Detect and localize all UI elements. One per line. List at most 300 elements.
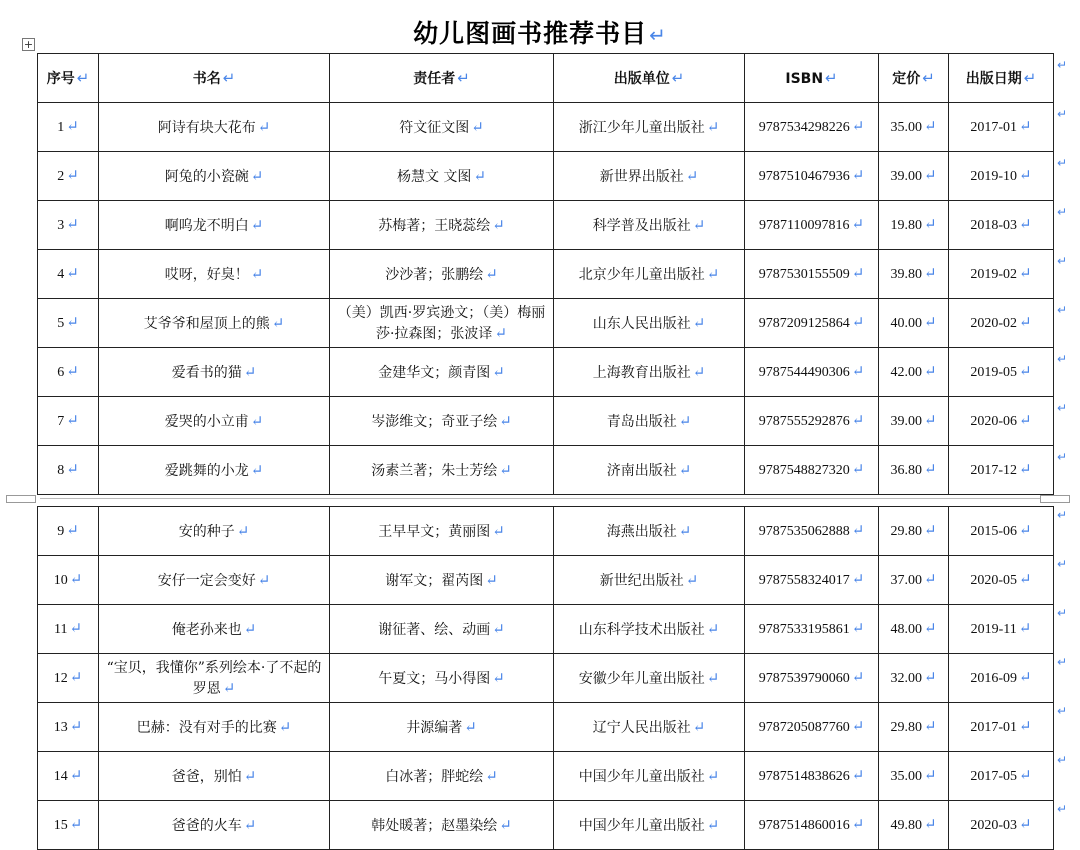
row-end-mark-icon: ↵ (1057, 753, 1068, 767)
row-end-mark-icon: ↵ (1057, 156, 1068, 170)
cell-text: 王早早文；黄丽图 (378, 523, 491, 540)
cell-price (879, 556, 949, 605)
table-row (38, 250, 1054, 299)
cell-publisher (554, 752, 745, 801)
paragraph-mark-icon: ↵ (649, 23, 667, 47)
cell-index (38, 201, 99, 250)
paragraph-mark-icon: ↵ (851, 167, 865, 184)
paragraph-mark-icon: ↵ (250, 166, 264, 185)
table-row (38, 152, 1054, 201)
paragraph-mark-icon: ↵ (66, 412, 79, 429)
paragraph-mark-icon: ↵ (485, 766, 498, 785)
cell-text: 3 (57, 217, 65, 233)
cell-text: 爸爸，别怕 (171, 768, 242, 785)
cell-text: 山东人民出版社 (592, 315, 691, 332)
cell-index (38, 103, 99, 152)
column-header-author (330, 54, 554, 103)
cell-text: 39.00 (890, 168, 922, 184)
cell-index (38, 654, 99, 703)
paragraph-mark-icon: ↵ (257, 117, 271, 136)
cell-text: 阿兔的小瓷碗 (164, 168, 249, 185)
cell-text: 杨慧文 文图 (396, 168, 472, 185)
row-end-mark-icon: ↵ (1057, 655, 1068, 669)
paragraph-mark-icon: ↵ (923, 816, 937, 833)
page-break-line (40, 498, 1040, 499)
paragraph-mark-icon: ↵ (76, 68, 90, 87)
cell-text: 9787110097816 (758, 217, 850, 233)
cell-price (879, 201, 949, 250)
cell-author (330, 250, 554, 299)
cell-publisher (554, 299, 745, 348)
paragraph-mark-icon: ↵ (923, 767, 937, 784)
paragraph-mark-icon: ↵ (851, 816, 865, 833)
paragraph-mark-icon: ↵ (66, 265, 79, 282)
cell-publisher (554, 250, 745, 299)
cell-index (38, 605, 99, 654)
cell-date (949, 299, 1054, 348)
cell-price (879, 654, 949, 703)
cell-publisher (554, 556, 745, 605)
cell-text: 科学普及出版社 (592, 217, 691, 234)
cell-isbn (745, 152, 879, 201)
cell-publisher (554, 703, 745, 752)
cell-index (38, 299, 99, 348)
page-break-left-cap (6, 495, 36, 503)
paragraph-mark-icon: ↵ (1019, 522, 1032, 539)
cell-isbn (745, 654, 879, 703)
cell-isbn (745, 250, 879, 299)
cell-isbn (745, 299, 879, 348)
cell-text: 9787205087760 (758, 719, 850, 735)
cell-text: 岑澎维文；奇亚子绘 (371, 413, 498, 430)
cell-author (330, 801, 554, 850)
cell-title (99, 507, 330, 556)
cell-price (879, 752, 949, 801)
cell-index (38, 752, 99, 801)
paragraph-mark-icon: ↵ (706, 766, 720, 785)
cell-text: 爱跳舞的小龙 (164, 462, 249, 479)
cell-price (879, 103, 949, 152)
cell-title (99, 397, 330, 446)
paragraph-mark-icon: ↵ (250, 460, 264, 479)
cell-isbn (745, 397, 879, 446)
paragraph-mark-icon: ↵ (66, 461, 79, 478)
paragraph-mark-icon: ↵ (243, 362, 257, 381)
paragraph-mark-icon: ↵ (923, 669, 937, 686)
paragraph-mark-icon: ↵ (271, 313, 285, 332)
paragraph-mark-icon: ↵ (923, 118, 937, 135)
paragraph-mark-icon: ↵ (923, 571, 937, 588)
cell-text: 7 (57, 413, 65, 429)
cell-text: 午夏文；马小得图 (378, 670, 491, 687)
cell-date (949, 605, 1054, 654)
paragraph-mark-icon: ↵ (851, 767, 865, 784)
cell-isbn (745, 201, 879, 250)
cell-text: 13 (53, 719, 68, 735)
cell-price (879, 446, 949, 495)
cell-text: 9787530155509 (758, 266, 850, 282)
paragraph-mark-icon: ↵ (678, 460, 692, 479)
cell-date (949, 556, 1054, 605)
cell-author (330, 703, 554, 752)
row-end-mark-icon: ↵ (1057, 205, 1068, 219)
cell-text: 42.00 (890, 364, 922, 380)
table-row (38, 801, 1054, 850)
cell-title (99, 250, 330, 299)
cell-text: 辽宁人民出版社 (592, 719, 691, 736)
cell-text: 35.00 (890, 119, 922, 135)
cell-author (330, 103, 554, 152)
column-header-label: ISBN (785, 70, 824, 87)
row-end-mark-icon: ↵ (1057, 254, 1068, 268)
column-header-publisher (554, 54, 745, 103)
cell-text: 2017-05 (970, 768, 1018, 784)
cell-publisher (554, 201, 745, 250)
cell-text: 苏梅著；王晓蕊绘 (378, 217, 491, 234)
cell-isbn (745, 556, 879, 605)
cell-text: 2019-10 (970, 168, 1018, 184)
paragraph-mark-icon: ↵ (851, 571, 865, 588)
cell-publisher (554, 103, 745, 152)
column-header-index (38, 54, 99, 103)
column-header-label: 出版日期 (965, 70, 1022, 87)
paragraph-mark-icon: ↵ (1019, 363, 1032, 380)
cell-text: 9787535062888 (758, 523, 850, 539)
cell-publisher (554, 152, 745, 201)
cell-title (99, 446, 330, 495)
paragraph-mark-icon: ↵ (923, 522, 937, 539)
cell-text: 青岛出版社 (606, 413, 677, 430)
table-row (38, 507, 1054, 556)
paragraph-mark-icon: ↵ (1019, 669, 1032, 686)
cell-text: 井源编著 (406, 719, 463, 736)
cell-isbn (745, 605, 879, 654)
cell-text: 40.00 (890, 315, 922, 331)
row-end-mark-icon: ↵ (1057, 58, 1068, 72)
paragraph-mark-icon: ↵ (1019, 216, 1032, 233)
paragraph-mark-icon: ↵ (69, 620, 83, 637)
paragraph-mark-icon: ↵ (685, 570, 699, 589)
paragraph-mark-icon: ↵ (851, 718, 865, 735)
column-header-label: 责任者 (413, 70, 456, 87)
paragraph-mark-icon: ↵ (851, 412, 865, 429)
row-end-mark-icon: ↵ (1057, 704, 1068, 718)
cell-publisher (554, 348, 745, 397)
paragraph-mark-icon: ↵ (499, 460, 512, 479)
cell-text: 49.80 (890, 817, 922, 833)
cell-text: 12 (53, 670, 68, 686)
cell-text: 9787558324017 (758, 572, 850, 588)
cell-text: 1 (57, 119, 65, 135)
column-header-title (99, 54, 330, 103)
cell-text: 山东科学技术出版社 (578, 621, 705, 638)
cell-text: 39.00 (890, 413, 922, 429)
cell-text: 新世界出版社 (599, 168, 684, 185)
cell-price (879, 605, 949, 654)
cell-text: 36.80 (890, 462, 922, 478)
page-break-right-cap (1040, 495, 1070, 503)
cell-text: 2020-03 (970, 817, 1018, 833)
table-row (38, 556, 1054, 605)
cell-date (949, 446, 1054, 495)
paragraph-mark-icon: ↵ (923, 167, 937, 184)
cell-title (99, 654, 330, 703)
paragraph-mark-icon: ↵ (69, 718, 83, 735)
cell-date (949, 250, 1054, 299)
cell-text: 9787514838626 (758, 768, 850, 784)
cell-publisher (554, 397, 745, 446)
cell-price (879, 299, 949, 348)
paragraph-mark-icon: ↵ (1019, 265, 1032, 282)
cell-text: 10 (53, 572, 68, 588)
cell-date (949, 703, 1054, 752)
cell-text: 6 (57, 364, 65, 380)
paragraph-mark-icon: ↵ (923, 363, 937, 380)
cell-text: 9787209125864 (758, 315, 850, 331)
paragraph-mark-icon: ↵ (243, 766, 257, 785)
cell-text: 2020-06 (970, 413, 1018, 429)
column-header-price (879, 54, 949, 103)
cell-text: 8 (57, 462, 65, 478)
cell-text: 15 (53, 817, 68, 833)
cell-price (879, 801, 949, 850)
cell-author (330, 446, 554, 495)
paragraph-mark-icon: ↵ (1019, 461, 1032, 478)
paragraph-mark-icon: ↵ (923, 216, 937, 233)
book-table-page-2 (37, 506, 1054, 850)
cell-text: 济南出版社 (606, 462, 677, 479)
cell-text: 哎呀，好臭！ (164, 266, 249, 283)
cell-date (949, 654, 1054, 703)
cell-publisher (554, 801, 745, 850)
cell-isbn (745, 703, 879, 752)
cell-publisher (554, 654, 745, 703)
cell-title (99, 801, 330, 850)
cell-text: 中国少年儿童出版社 (578, 817, 705, 834)
paragraph-mark-icon: ↵ (485, 570, 498, 589)
column-header-label: 序号 (46, 70, 75, 87)
paragraph-mark-icon: ↵ (692, 313, 706, 332)
paragraph-mark-icon: ↵ (678, 521, 692, 540)
cell-title (99, 703, 330, 752)
row-end-mark-icon: ↵ (1057, 303, 1068, 317)
cell-text: 4 (57, 266, 65, 282)
cell-text: 9787534298226 (758, 119, 850, 135)
cell-text: 2015-06 (970, 523, 1018, 539)
paragraph-mark-icon: ↵ (1019, 167, 1032, 184)
cell-title (99, 348, 330, 397)
paragraph-mark-icon: ↵ (923, 412, 937, 429)
cell-text: 19.80 (890, 217, 922, 233)
paragraph-mark-icon: ↵ (278, 717, 292, 736)
paragraph-mark-icon: ↵ (851, 265, 865, 282)
cell-author (330, 201, 554, 250)
cell-text: 浙江少年儿童出版社 (578, 119, 705, 136)
cell-text: 9787539790060 (758, 670, 850, 686)
table-row (38, 446, 1054, 495)
cell-text: 白冰著；胖蛇绘 (385, 768, 484, 785)
cell-author (330, 605, 554, 654)
table-row (38, 299, 1054, 348)
cell-text: 2017-01 (970, 719, 1018, 735)
paragraph-mark-icon: ↵ (692, 717, 706, 736)
paragraph-mark-icon: ↵ (250, 264, 264, 283)
paragraph-mark-icon: ↵ (1019, 816, 1032, 833)
paragraph-mark-icon: ↵ (222, 68, 236, 87)
book-table-page-1 (37, 53, 1054, 495)
cell-text: 2019-11 (970, 621, 1017, 637)
paragraph-mark-icon: ↵ (492, 668, 505, 687)
cell-date (949, 152, 1054, 201)
cell-date (949, 507, 1054, 556)
paragraph-mark-icon: ↵ (1019, 718, 1032, 735)
cell-text: 新世纪出版社 (599, 572, 684, 589)
cell-date (949, 201, 1054, 250)
paragraph-mark-icon: ↵ (66, 167, 79, 184)
cell-author (330, 556, 554, 605)
cell-text: “宝贝，我懂你”系列绘本·了不起的罗恩 (106, 659, 322, 697)
paragraph-mark-icon: ↵ (923, 718, 937, 735)
cell-text: 啊呜龙不明白 (164, 217, 249, 234)
cell-text: 上海教育出版社 (592, 364, 691, 381)
cell-text: 14 (53, 768, 68, 784)
table-row (38, 103, 1054, 152)
paragraph-mark-icon: ↵ (66, 314, 79, 331)
cell-price (879, 348, 949, 397)
cell-text: 9787555292876 (758, 413, 850, 429)
paragraph-mark-icon: ↵ (69, 816, 83, 833)
cell-text: 29.80 (890, 719, 922, 735)
paragraph-mark-icon: ↵ (923, 265, 937, 282)
paragraph-mark-icon: ↵ (69, 767, 83, 784)
cell-text: 符文征文图 (399, 119, 470, 136)
cell-author (330, 507, 554, 556)
cell-text: 2016-09 (970, 670, 1018, 686)
paragraph-mark-icon: ↵ (851, 363, 865, 380)
cell-date (949, 348, 1054, 397)
cell-publisher (554, 446, 745, 495)
cell-author (330, 152, 554, 201)
paragraph-mark-icon: ↵ (851, 620, 865, 637)
cell-price (879, 703, 949, 752)
cell-text: 5 (57, 315, 65, 331)
cell-text: 阿诗有块大花布 (157, 119, 256, 136)
cell-text: 谢军文；翟芮图 (385, 572, 484, 589)
cell-isbn (745, 507, 879, 556)
paragraph-mark-icon: ↵ (473, 166, 487, 185)
row-end-mark-icon: ↵ (1057, 107, 1068, 121)
paragraph-mark-icon: ↵ (257, 570, 271, 589)
cell-date (949, 752, 1054, 801)
table-row (38, 703, 1054, 752)
cell-text: 2 (57, 168, 65, 184)
paragraph-mark-icon: ↵ (678, 411, 692, 430)
cell-text: 2017-12 (970, 462, 1018, 478)
cell-text: 9787514860016 (758, 817, 850, 833)
paragraph-mark-icon: ↵ (66, 363, 79, 380)
cell-isbn (745, 801, 879, 850)
cell-title (99, 299, 330, 348)
cell-text: 海燕出版社 (606, 523, 677, 540)
paragraph-mark-icon: ↵ (1023, 68, 1037, 87)
paragraph-mark-icon: ↵ (485, 264, 498, 283)
page-break-separator (0, 495, 1080, 503)
cell-index (38, 801, 99, 850)
cell-isbn (745, 103, 879, 152)
paragraph-mark-icon: ↵ (66, 216, 79, 233)
cell-index (38, 397, 99, 446)
paragraph-mark-icon: ↵ (851, 669, 865, 686)
cell-title (99, 556, 330, 605)
cell-text: 37.00 (890, 572, 922, 588)
row-end-mark-icon: ↵ (1057, 557, 1068, 571)
paragraph-mark-icon: ↵ (69, 669, 83, 686)
cell-index (38, 703, 99, 752)
cell-text: 29.80 (890, 523, 922, 539)
paragraph-mark-icon: ↵ (250, 411, 264, 430)
cell-text: 汤素兰著；朱士芳绘 (371, 462, 498, 479)
paragraph-mark-icon: ↵ (706, 815, 720, 834)
cell-date (949, 397, 1054, 446)
paragraph-mark-icon: ↵ (250, 215, 264, 234)
cell-index (38, 556, 99, 605)
cell-text: 安的种子 (178, 523, 235, 540)
cell-isbn (745, 752, 879, 801)
paragraph-mark-icon: ↵ (922, 68, 935, 87)
cell-index (38, 152, 99, 201)
cell-author (330, 654, 554, 703)
cell-index (38, 250, 99, 299)
paragraph-mark-icon: ↵ (457, 68, 470, 87)
cell-text: 谢征著、绘、动画 (378, 621, 491, 638)
paragraph-mark-icon: ↵ (1019, 314, 1032, 331)
cell-text: 2018-03 (970, 217, 1018, 233)
paragraph-mark-icon: ↵ (499, 411, 512, 430)
paragraph-mark-icon: ↵ (706, 668, 720, 687)
column-header-label: 书名 (192, 70, 221, 87)
cell-text: 48.00 (890, 621, 922, 637)
paragraph-mark-icon: ↵ (66, 118, 79, 135)
cell-text: 9787548827320 (758, 462, 850, 478)
row-end-mark-icon: ↵ (1057, 508, 1068, 522)
cell-date (949, 103, 1054, 152)
paragraph-mark-icon: ↵ (492, 619, 505, 638)
cell-text: 金建华文；颜青图 (378, 364, 491, 381)
paragraph-mark-icon: ↵ (851, 461, 865, 478)
table-row (38, 654, 1054, 703)
cell-text: 39.80 (890, 266, 922, 282)
cell-text: 32.00 (890, 670, 922, 686)
column-header-date (949, 54, 1054, 103)
cell-text: 安徽少年儿童出版社 (578, 670, 705, 687)
table-move-handle-icon[interactable]: + (23, 38, 34, 51)
cell-date (949, 801, 1054, 850)
cell-price (879, 250, 949, 299)
paragraph-mark-icon: ↵ (492, 215, 505, 234)
row-end-mark-icon: ↵ (1057, 450, 1068, 464)
paragraph-mark-icon: ↵ (706, 264, 720, 283)
paragraph-mark-icon: ↵ (685, 166, 699, 185)
cell-text: （美）凯西·罗宾逊文；（美）梅丽莎·拉森图；张波译 (337, 304, 546, 342)
cell-title (99, 103, 330, 152)
cell-price (879, 397, 949, 446)
cell-text: 11 (53, 621, 68, 637)
paragraph-mark-icon: ↵ (66, 522, 79, 539)
paragraph-mark-icon: ↵ (923, 620, 937, 637)
paragraph-mark-icon: ↵ (222, 678, 236, 697)
cell-text: 韩处暖著；赵墨染绘 (371, 817, 498, 834)
cell-index (38, 348, 99, 397)
